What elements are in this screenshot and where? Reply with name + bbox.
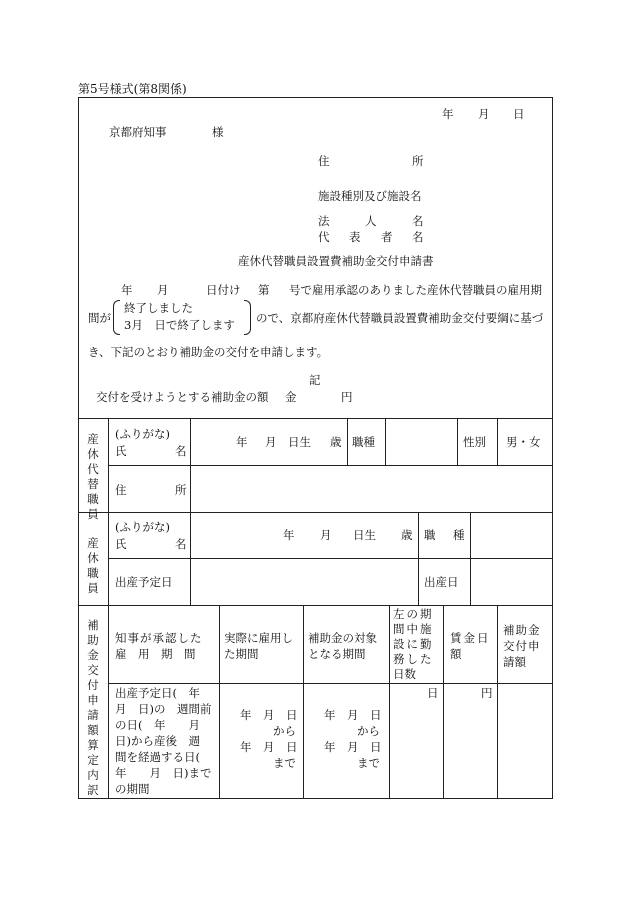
s2-job-label-2: 種 [453, 528, 465, 542]
corp-label-1: 法 [318, 214, 330, 228]
s1-sex-label: 性別 [463, 435, 486, 449]
s2-dob-day: 日生 [353, 528, 376, 542]
body-number: 第 [258, 283, 270, 297]
s1-name-label-2: 名 [175, 444, 187, 458]
s3-col2-header-2: た期間 [224, 647, 259, 661]
s3-col3-header-2: となる期間 [308, 647, 366, 661]
body-line1-text: 号で雇用承認のありました産休代替職員の雇用期 [289, 283, 542, 297]
s3-col1-body-2: 月 日)の 週間前 [115, 702, 212, 716]
s3-col3-to: まで [357, 756, 380, 770]
s2-dob-age: 歳 [401, 528, 413, 542]
address-label-1: 住 [318, 154, 330, 168]
s1-dob-year: 年 [236, 435, 248, 449]
rep-label-3: 者 [381, 230, 393, 244]
body-line3: き、下記のとおり補助金の交付を申請します。 [88, 345, 329, 359]
s3-col1-body-6: 年 月 日)まで [115, 766, 212, 780]
s2-due-label: 出産予定日 [115, 575, 173, 589]
date-month: 月 [478, 107, 490, 121]
s3-col4-header-3: 設に勤 [393, 637, 434, 651]
s1-dob-month: 月 [265, 435, 277, 449]
s1-address-label-2: 所 [175, 483, 187, 497]
s2-job-label-1: 職 [424, 528, 436, 542]
address-label-2: 所 [412, 154, 424, 168]
corp-label-2: 人 [365, 214, 377, 228]
s3-col5-header-1: 賃金日 [450, 631, 491, 645]
s3-col3-from-date: 年 月 日 [324, 708, 382, 722]
s1-address-label-1: 住 [115, 483, 127, 497]
s3-col1-body-4: 日)から産後 週 [115, 734, 200, 748]
s3-col2-from: から [273, 724, 296, 738]
s3-col3-header-1: 補助金の対象 [308, 631, 377, 645]
brace-right [244, 300, 251, 335]
s1-dob-day: 日生 [288, 435, 311, 449]
s3-col6-header-2: 交付申 [503, 639, 541, 653]
date-day: 日 [513, 107, 525, 121]
s3-col4-header-1: 左の期 [393, 607, 434, 621]
body-line2-suffix: ので、京都府産休代替職員設置費補助金交付要綱に基づ [256, 311, 544, 325]
amount-label: 交付を受けようとする補助金の額 [96, 390, 269, 404]
s2-name-label-1: 氏 [115, 537, 127, 551]
s3-col6-header-1: 補助金 [503, 623, 541, 637]
s2-name-label-2: 名 [175, 537, 187, 551]
ki-label: 記 [309, 373, 321, 387]
facility-label: 施設種別及び施設名 [318, 189, 422, 203]
s3-col1-body-1: 出産予定日( 年 [115, 686, 200, 700]
s3-col2-to-date: 年 月 日 [240, 740, 298, 754]
s1-sex-value: 男・女 [506, 435, 541, 449]
page-title: 産休代替職員設置費補助金交付申請書 [238, 254, 434, 268]
s3-yen-unit: 円 [481, 686, 493, 700]
brace-option-2: 3月 日で終了します [124, 318, 235, 332]
s3-col1-body-3: の日( 年 月 [115, 718, 200, 732]
s3-col2-to: まで [273, 756, 296, 770]
addressee-suffix: 様 [212, 125, 224, 139]
s3-col1-header-1: 知事が承認した [115, 631, 203, 645]
date-year: 年 [442, 107, 454, 121]
addressee: 京都府知事 [109, 125, 167, 139]
s3-col1-body-7: の期間 [115, 782, 150, 796]
s3-col1-header-2: 雇 用 期 間 [115, 647, 196, 661]
amount-prefix: 金 [285, 390, 297, 404]
s1-name-label-1: 氏 [115, 444, 127, 458]
s3-col2-from-date: 年 月 日 [240, 708, 298, 722]
body-line2-prefix: 間が [88, 311, 111, 325]
rep-label-2: 表 [349, 230, 361, 244]
s3-col3-to-date: 年 月 日 [324, 740, 382, 754]
s3-days-unit: 日 [427, 686, 439, 700]
s2-furigana: (ふりがな) [115, 520, 170, 534]
s2-dob-month: 月 [320, 528, 332, 542]
s3-col5-header-2: 額 [450, 647, 462, 661]
body-dated: 日付け [206, 283, 241, 297]
form-id: 第5号様式(第8関係) [78, 82, 187, 96]
s3-col6-header-3: 請額 [503, 655, 526, 669]
s3-col3-from: から [357, 724, 380, 738]
brace-option-1: 終了しました [124, 301, 193, 315]
body-year: 年 [121, 283, 133, 297]
s1-furigana: (ふりがな) [115, 427, 170, 441]
s3-col4-header-5: 日数 [393, 667, 416, 681]
section1-label: 産休代替職員 [87, 432, 99, 521]
s1-dob-age: 歳 [330, 435, 342, 449]
section3-label: 補助金交付申請額算定内訳 [87, 618, 99, 797]
rep-label-4: 名 [412, 230, 424, 244]
s1-job-label: 職種 [352, 435, 375, 449]
amount-unit: 円 [341, 390, 353, 404]
brace-left [113, 300, 120, 335]
s3-col2-header-1: 実際に雇用し [224, 631, 293, 645]
rep-label-1: 代 [318, 230, 330, 244]
s3-col4-header-4: 務した [393, 652, 434, 666]
s3-col4-header-2: 間中施 [393, 622, 434, 636]
s2-dob-year: 年 [283, 528, 295, 542]
corp-label-3: 名 [412, 214, 424, 228]
section2-label: 産休職員 [87, 536, 99, 595]
s3-col1-body-5: 間を経過する日( [115, 750, 200, 764]
s2-birth-label: 出産日 [424, 575, 459, 589]
body-month: 月 [157, 283, 169, 297]
